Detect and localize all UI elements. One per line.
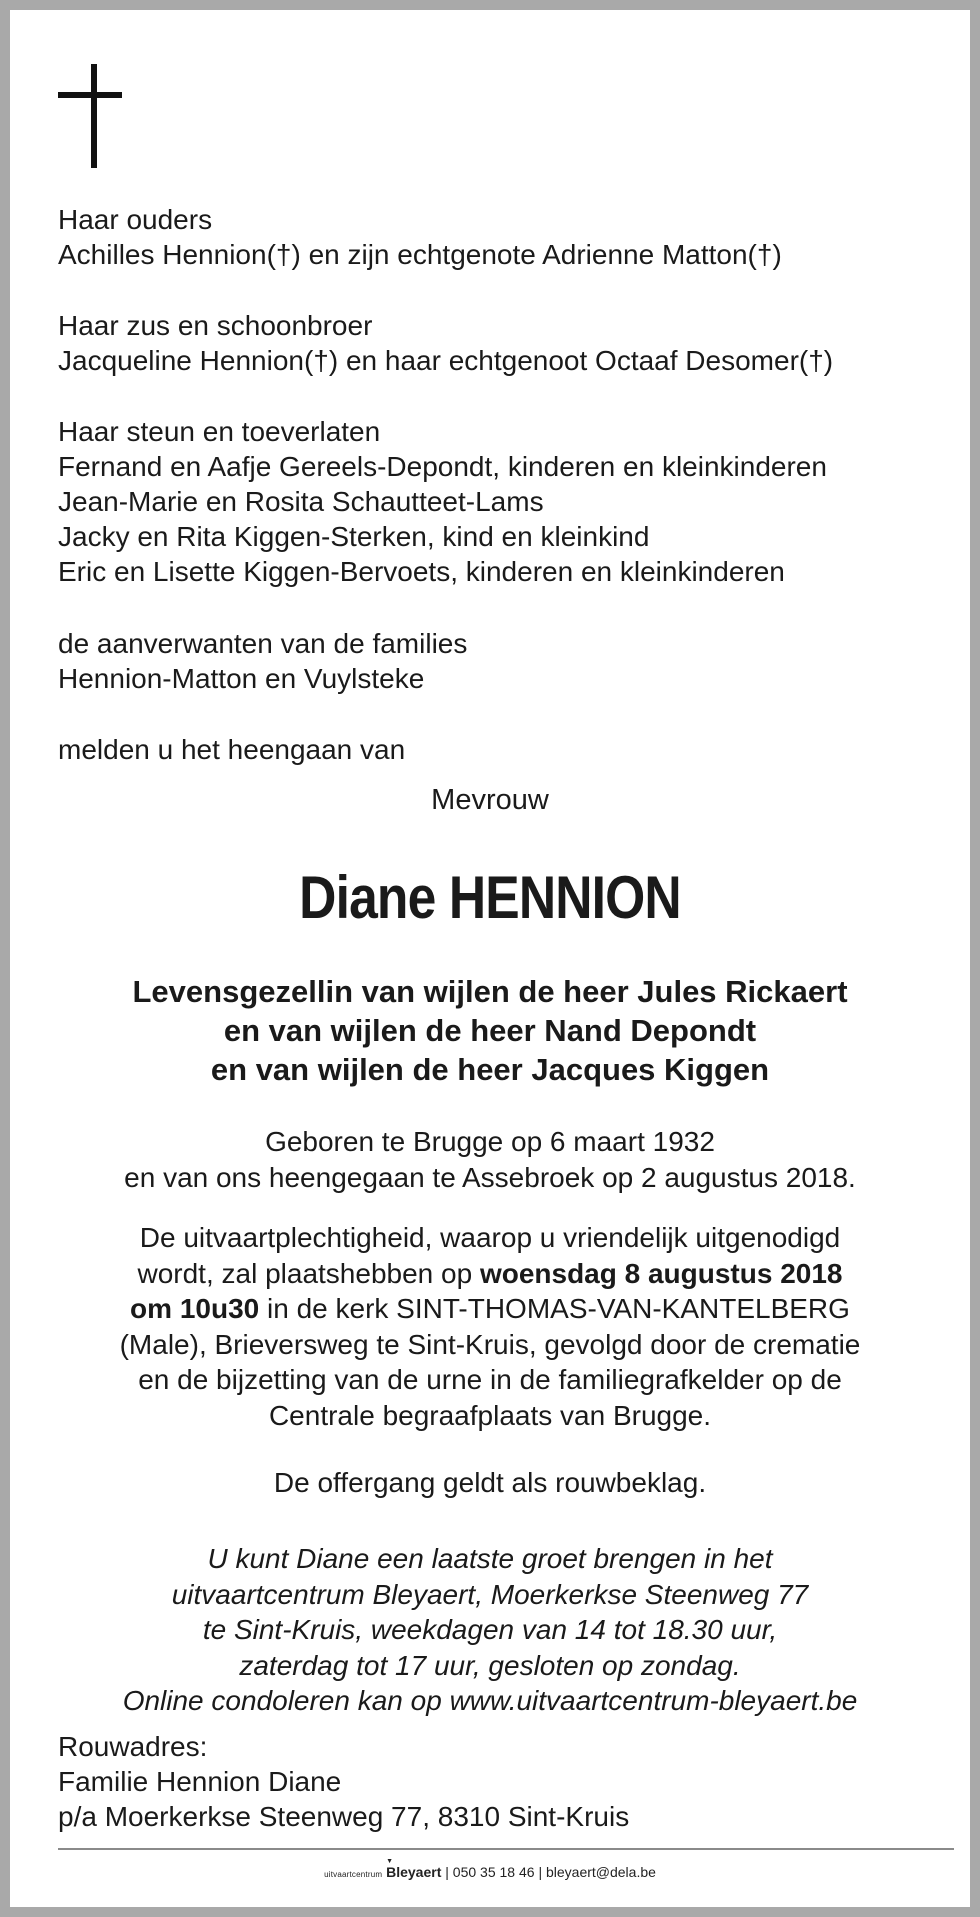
spouse-line: Levensgezellin van wijlen de heer Jules Rickaert: [132, 974, 848, 1009]
footer-brand: [386, 1858, 442, 1880]
relatives-section: [58, 626, 467, 696]
ceremony-line: Centrale begraafplaats van Brugge.: [268, 1399, 712, 1431]
spouse-line: en van wijlen de heer Nand Depondt: [223, 1013, 757, 1048]
footer-separator: |: [445, 1864, 449, 1880]
visitation-line: zaterdag tot 17 uur, gesloten op zondag.: [239, 1649, 741, 1681]
relatives-line: Hennion-Matton en Vuylsteke: [58, 663, 425, 694]
footer: [10, 1858, 970, 1880]
support-line: Jean-Marie en Rosita Schautteet-Lams: [58, 486, 544, 517]
dates-section: [10, 1124, 970, 1196]
obituary-card: [10, 10, 970, 1907]
support-line: Fernand en Aafje Gereels-Depondt, kinderen en kleinkinderen: [58, 451, 827, 482]
address-heading: Rouwadres:: [58, 1731, 208, 1762]
ceremony-line: [10, 1291, 970, 1327]
died-line: en van ons heengegaan te Assebroek op 2 augustus 2018.: [124, 1162, 856, 1193]
spouses-section: [10, 972, 970, 1089]
announce-text: [58, 732, 405, 767]
offering-text: De offergang geldt als rouwbeklag.: [273, 1467, 707, 1498]
ceremony-text: wordt, zal plaatshebben op: [137, 1257, 480, 1289]
cross-icon: [58, 64, 122, 172]
footer-divider: [58, 1848, 954, 1850]
ceremony-line: De uitvaartplechtigheid, waarop u vriendelijk uitgenodigd: [139, 1222, 841, 1253]
parents-section: [58, 202, 782, 272]
support-line: Jacky en Rita Kiggen-Sterken, kind en kleinkind: [58, 521, 650, 552]
support-section: [58, 414, 827, 589]
footer-email: bleyaert@dela.be: [545, 1864, 656, 1880]
ceremony-line: en de bijzetting van de urne in de familiegrafkelder op de: [138, 1364, 842, 1395]
ceremony-section: [10, 1220, 970, 1433]
spouse-line: en van wijlen de heer Jacques Kiggen: [210, 1052, 770, 1087]
title-text: Mevrouw: [431, 784, 549, 816]
sibling-line: Jacqueline Hennion(†) en haar echtgenoot Octaaf Desomer(†): [58, 345, 834, 376]
parents-heading: Haar ouders: [58, 204, 213, 235]
visitation-line: uitvaartcentrum Bleyaert, Moerkerkse Steenweg 77: [171, 1578, 809, 1610]
visitation-line: Online condoleren kan op www.uitvaartcentrum-bleyaert.be: [122, 1685, 858, 1716]
footer-brand-name: Bleyaert: [386, 1864, 442, 1880]
ceremony-date: woensdag 8 augustus 2018: [479, 1257, 843, 1289]
ceremony-line: [10, 1256, 970, 1292]
announce-line: melden u het heengaan van: [58, 734, 406, 765]
deceased-name: Diane HENNION: [299, 864, 681, 931]
address-section: [58, 1729, 629, 1834]
parents-line: Achilles Hennion(†) en zijn echtgenote Adrienne Matton(†): [58, 239, 782, 270]
sibling-section: [58, 308, 833, 378]
visitation-line: U kunt Diane een laatste groet brengen in het: [207, 1543, 773, 1574]
sibling-heading: Haar zus en schoonbroer: [58, 310, 373, 341]
ceremony-time: om 10u30: [130, 1293, 260, 1324]
visitation-section: [10, 1541, 970, 1719]
footer-phone: 050 35 18 46: [452, 1864, 535, 1880]
logo-triangle-icon: ▼: [386, 1858, 394, 1865]
support-heading: Haar steun en toeverlaten: [58, 416, 381, 447]
support-line: Eric en Lisette Kiggen-Bervoets, kinderen en kleinkinderen: [58, 556, 785, 587]
ceremony-line: (Male), Brieversweg te Sint-Kruis, gevolgd door de crematie: [119, 1328, 861, 1360]
visitation-line: te Sint-Kruis, weekdagen van 14 tot 18.30 uur,: [202, 1614, 778, 1645]
address-line: Familie Hennion Diane: [58, 1766, 342, 1797]
ceremony-text: in de kerk SINT-THOMAS-VAN-KANTELBERG: [259, 1293, 850, 1324]
relatives-line: de aanverwanten van de families: [58, 628, 468, 659]
born-line: Geboren te Brugge op 6 maart 1932: [265, 1126, 715, 1157]
footer-separator: |: [538, 1864, 543, 1880]
address-line: p/a Moerkerkse Steenweg 77, 8310 Sint-Kruis: [58, 1801, 630, 1832]
footer-prefix: uitvaartcentrum: [324, 1870, 383, 1879]
